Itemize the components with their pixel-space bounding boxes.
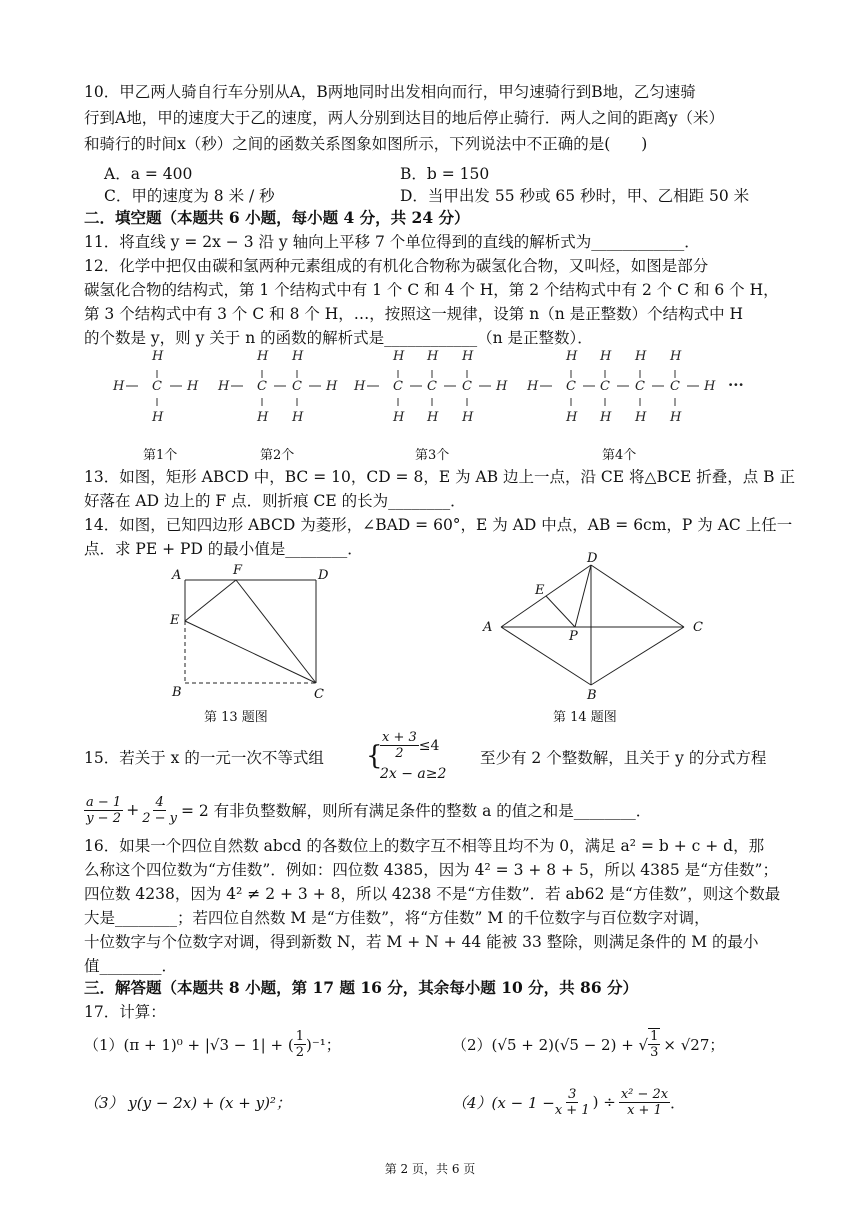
section2-heading: 二．填空题（本题共 6 小题，每小题 4 分，共 24 分） — [84, 208, 470, 227]
q17-p1-a: （1）(π + 1)⁰ + |√3 − 1| + ( — [84, 1035, 294, 1054]
page-footer: 第 2 页，共 6 页 — [384, 1162, 476, 1176]
q16-line3: 四位数 4238，因为 4² ≠ 2 + 3 + 8，所以 4238 不是“方佳数”．若 ab62 是“方佳数”，则这个数最 — [84, 885, 781, 903]
q10-line2: 行到A地，甲的速度大于乙的速度，两人分别到达目的地后停止骑行．两人之间的距离y（米） — [84, 109, 724, 127]
q10-option-d: D．当甲出发 55 秒或 65 秒时，甲、乙相距 50 米 — [400, 187, 750, 205]
q15-tail: = 2 有非负整数解，则所有满足条件的整数 a 的值之和是________． — [180, 802, 652, 820]
q17-p4-den2: x + 1 — [627, 1102, 662, 1118]
q17-part3: （3） y(y − 2x) + (x + y)²； — [84, 1093, 291, 1112]
q12-line3: 第 3 个结构式中有 3 个 C 和 8 个 H，…，按照这一规律，设第 n（n 是正整数）个结构式中 H — [84, 305, 744, 323]
q17-p2-den: 3 — [650, 1045, 659, 1060]
atom-h: H — [292, 349, 304, 364]
q15-post: 至少有 2 个整数解，且关于 y 的分式方程 — [480, 749, 767, 767]
atom-h: H — [152, 410, 164, 425]
atom-c: C — [152, 379, 162, 394]
eq-den1: y − 2 — [86, 810, 121, 826]
q10-line1: 10．甲乙两人骑自行车分别从A，B两地同时出发相向而行，甲匀速骑行到B地，乙匀速骑 — [84, 83, 696, 101]
q16-line1: 16．如果一个四位自然数 abcd 的各数位上的数字互不相等且均不为 0，满足 a² = b + c + d，那 — [84, 837, 765, 855]
atom-h: H — [462, 410, 474, 425]
atom-h: H — [257, 349, 269, 364]
q17-part4 — [452, 1082, 685, 1122]
q14-line1: 14．如图，已知四边形 ABCD 为菱形，∠BAD = 60°，E 为 AD 中点，AB = 6cm，P 为 AC 上任一 — [84, 516, 793, 534]
q16-line5: 十位数字与个位数字对调，得到新数 N，若 M + N + 44 能被 33 整除，则满足条件的 M 的最小 — [84, 933, 759, 951]
atom-h: H — [218, 379, 230, 394]
eq-num1: a − 1 — [86, 794, 122, 810]
atom-c: C — [257, 379, 267, 394]
eq-plus: + — [126, 801, 140, 819]
ineq1-relation: ≤4 — [418, 737, 440, 754]
q17-p1-num: 1 — [295, 1028, 304, 1044]
fig14-label-d: D — [587, 551, 598, 566]
q13-line1: 13．如图，矩形 ABCD 中，BC = 10，CD = 8，E 为 AB 边上一点，沿 CE 将△BCE 折叠，点 B 正 — [84, 468, 795, 486]
q17-p1-b: )⁻¹； — [305, 1035, 341, 1054]
atom-h: H — [496, 379, 508, 394]
atom-h: H — [670, 410, 682, 425]
atom-h: H — [257, 410, 269, 425]
ineq1-numerator: x + 3 — [382, 730, 417, 745]
q17-p4-c: ． — [670, 1093, 686, 1112]
ineq-2: 2x − a≥2 — [380, 766, 447, 782]
q17-p4-num1: 3 — [568, 1086, 577, 1102]
q16-line4: 大是________；若四位自然数 M 是“方佳数”，将“方佳数” M 的千位数字与百位数字对调， — [84, 909, 710, 927]
fig14-label-b: B — [587, 688, 597, 703]
atom-c: C — [670, 379, 680, 394]
atom-h: H — [326, 379, 338, 394]
atom-c: C — [566, 379, 576, 394]
q12-line2: 碳氢化合物的结构式，第 1 个结构式中有 1 个 C 和 4 个 H，第 2 个结构式中有 2 个 C 和 6 个 H， — [84, 281, 779, 299]
fig13-caption: 第 13 题图 — [204, 710, 268, 725]
q17-p2-b: × √27； — [663, 1035, 725, 1054]
q17-p1-den: 2 — [295, 1044, 304, 1060]
structure-caption-1: 第1个 — [143, 448, 178, 463]
system-brace: { — [366, 741, 383, 771]
q17-p4-b: ) ÷ — [592, 1093, 616, 1111]
fig13-label-d: D — [318, 568, 329, 583]
q17-p2-a: （2）(√5 + 2)(√5 − 2) + √ — [452, 1035, 649, 1054]
q17-part1 — [84, 1024, 341, 1064]
q16-line6: 值________． — [84, 957, 178, 975]
q17-part2 — [452, 1024, 724, 1064]
atom-h: H — [566, 349, 578, 364]
q15-prefix: 15．若关于 x 的一元一次不等式组 — [84, 749, 324, 767]
q10-option-b: B．b = 150 — [400, 165, 490, 183]
fig13-label-c: C — [314, 687, 324, 702]
q12-line4: 的个数是 y，则 y 关于 n 的函数的解析式是____________（n 是正整数）． — [84, 329, 593, 347]
q17-p4-a: （4）(x − 1 − — [452, 1093, 555, 1112]
fig14-label-c: C — [693, 620, 703, 635]
atom-h: H — [427, 349, 439, 364]
atom-h: H — [566, 410, 578, 425]
eq-den2: 2 − y — [142, 810, 177, 826]
atom-h: H — [427, 410, 439, 425]
atom-h: H — [393, 410, 405, 425]
structure-caption-3: 第3个 — [415, 448, 450, 463]
fig13-label-f: F — [233, 563, 243, 578]
section3-heading: 三．解答题（本题共 8 小题，第 17 题 16 分，其余每小题 10 分，共 86 分） — [84, 978, 639, 997]
atom-h: H — [600, 349, 612, 364]
eq-num2: 4 — [155, 794, 164, 810]
fig13-label-b: B — [172, 685, 182, 700]
q17-p2-num: 1 — [650, 1029, 659, 1044]
q11-text: 11．将直线 y = 2x − 3 沿 y 轴向上平移 7 个单位得到的直线的解析式为____________． — [84, 233, 700, 251]
atom-h: H — [152, 349, 164, 364]
atom-h: H — [113, 379, 125, 394]
atom-c: C — [427, 379, 437, 394]
fig13-label-a: A — [172, 568, 182, 583]
ellipsis: ··· — [728, 376, 744, 394]
atom-h: H — [527, 379, 539, 394]
q13-line2: 好落在 AD 边上的 F 点．则折痕 CE 的长为________． — [84, 492, 466, 510]
q14-line2: 点．求 PE + PD 的最小值是________． — [84, 540, 363, 558]
atom-h: H — [600, 410, 612, 425]
structure-caption-2: 第2个 — [260, 448, 295, 463]
fig14-label-a: A — [483, 620, 493, 635]
atom-h: H — [635, 410, 647, 425]
atom-h: H — [354, 379, 366, 394]
atom-c: C — [393, 379, 403, 394]
fig14-caption: 第 14 题图 — [553, 710, 617, 725]
q10-option-c: C．甲的速度为 8 米 / 秒 — [104, 187, 275, 205]
q17-p4-den1: x + 1 — [554, 1102, 590, 1118]
atom-h: H — [187, 379, 199, 394]
atom-c: C — [462, 379, 472, 394]
q17-p4-num2: x² − 2x — [620, 1086, 669, 1102]
atom-c: C — [600, 379, 610, 394]
q12-line1: 12．化学中把仅由碳和氢两种元素组成的有机化合物称为碳氢化合物，又叫烃，如图是部分 — [84, 257, 709, 275]
q10-line3: 和骑行的时间x（秒）之间的函数关系图象如图所示，下列说法中不正确的是( ) — [84, 135, 648, 153]
fig13-label-e: E — [170, 613, 180, 628]
q17-title: 17．计算： — [84, 1003, 166, 1021]
atom-h: H — [292, 410, 304, 425]
q16-line2: 么称这个四位数为“方佳数”．例如：四位数 4385，因为 4² = 3 + 8 + 5，所以 4385 是“方佳数”； — [84, 861, 778, 879]
atom-h: H — [704, 379, 716, 394]
atom-c: C — [635, 379, 645, 394]
fig14-label-p: P — [569, 629, 578, 644]
structure-caption-4: 第4个 — [602, 448, 637, 463]
atom-h: H — [462, 349, 474, 364]
atom-h: H — [393, 349, 405, 364]
q15-line1 — [84, 728, 784, 788]
atom-h: H — [635, 349, 647, 364]
fig14-label-e: E — [535, 583, 545, 598]
atom-h: H — [670, 349, 682, 364]
ineq1-denominator: 2 — [395, 746, 404, 761]
q10-option-a: A．a = 400 — [104, 165, 193, 183]
ineq-1 — [380, 730, 439, 761]
q15-line2 — [84, 792, 651, 828]
atom-c: C — [292, 379, 302, 394]
